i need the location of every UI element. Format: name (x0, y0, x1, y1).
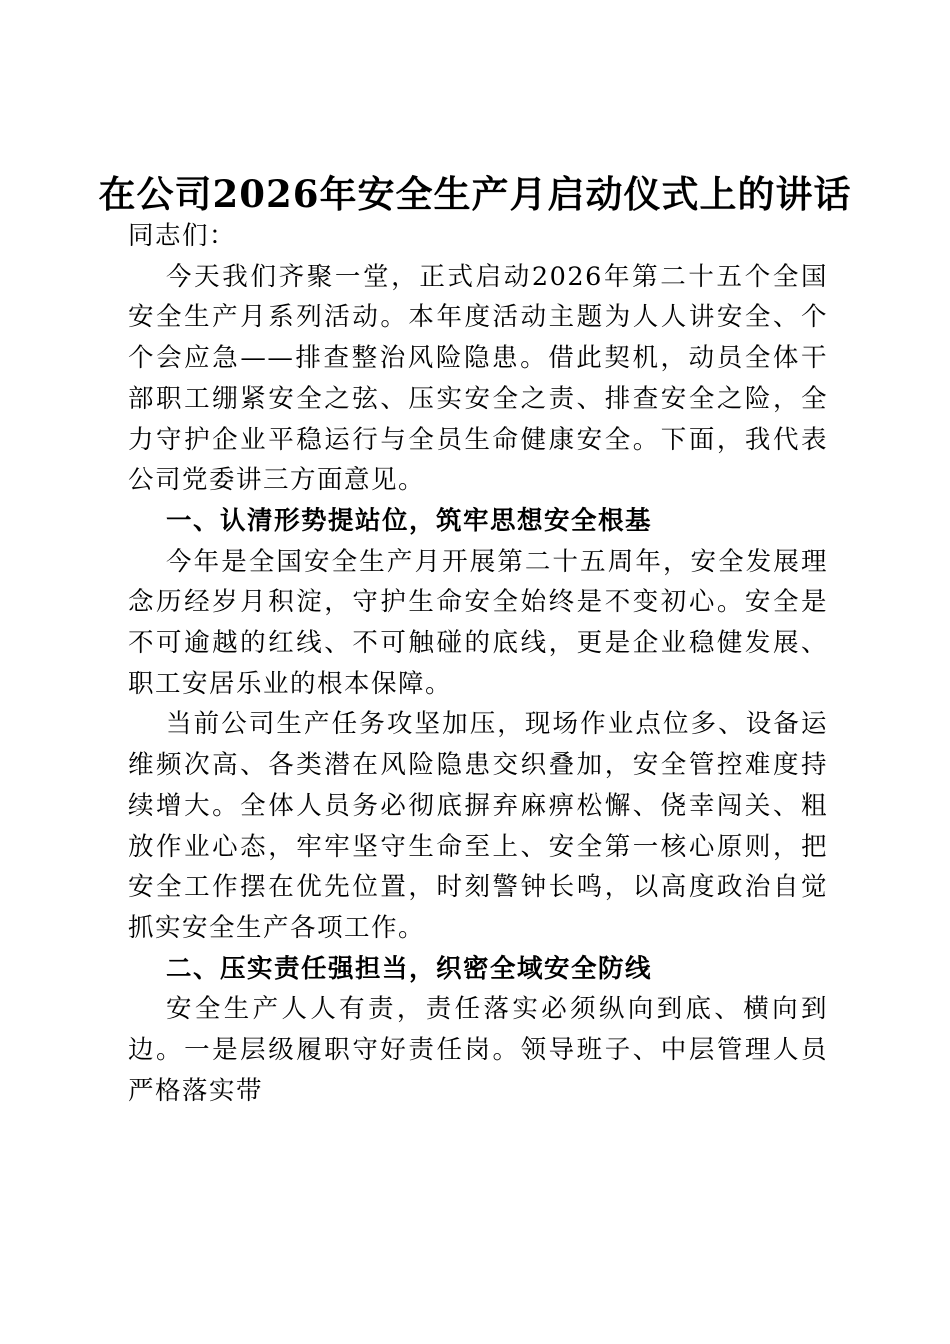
document-body (128, 216, 828, 1111)
section-heading-1: 一、认清形势提站位，筑牢思想安全根基 (166, 505, 653, 536)
section-heading-2: 二、压实责任强担当，织密全域安全防线 (166, 953, 653, 984)
section-1-paragraph-1: 今年是全国安全生产月开展第二十五周年，安全发展理念历经岁月积淀，守护生命安全始终是不变初心。安全是不可逾越的红线、不可触碰的底线，更是企业稳健发展、职工安居乐业的根本保障。 (128, 546, 828, 699)
intro-paragraph: 今天我们齐聚一堂，正式启动2026年第二十五个全国安全生产月系列活动。本年度活动主题为人人讲安全、个个会应急——排查整治风险隐患。借此契机，动员全体干部职工绷紧安全之弦、压实安全之责、排查安全之险，全力守护企业平稳运行与全员生命健康安全。下面，我代表公司党委讲三方面意见。 (128, 261, 828, 496)
section-1-paragraph-2: 当前公司生产任务攻坚加压，现场作业点位多、设备运维频次高、各类潜在风险隐患交织叠加，安全管控难度持续增大。全体人员务必彻底摒弃麻痹松懈、侥幸闯关、粗放作业心态，牢牢坚守生命至上、安全第一核心原则，把安全工作摆在优先位置，时刻警钟长鸣，以高度政治自觉抓实安全生产各项工作。 (128, 709, 828, 943)
document-title: 在公司2026年安全生产月启动仪式上的讲话 (98, 172, 852, 216)
salutation: 同志们： (128, 221, 237, 251)
section-2-paragraph-1: 安全生产人人有责，责任落实必须纵向到底、横向到边。一是层级履职守好责任岗。领导班子、中层管理人员严格落实带 (128, 994, 828, 1106)
